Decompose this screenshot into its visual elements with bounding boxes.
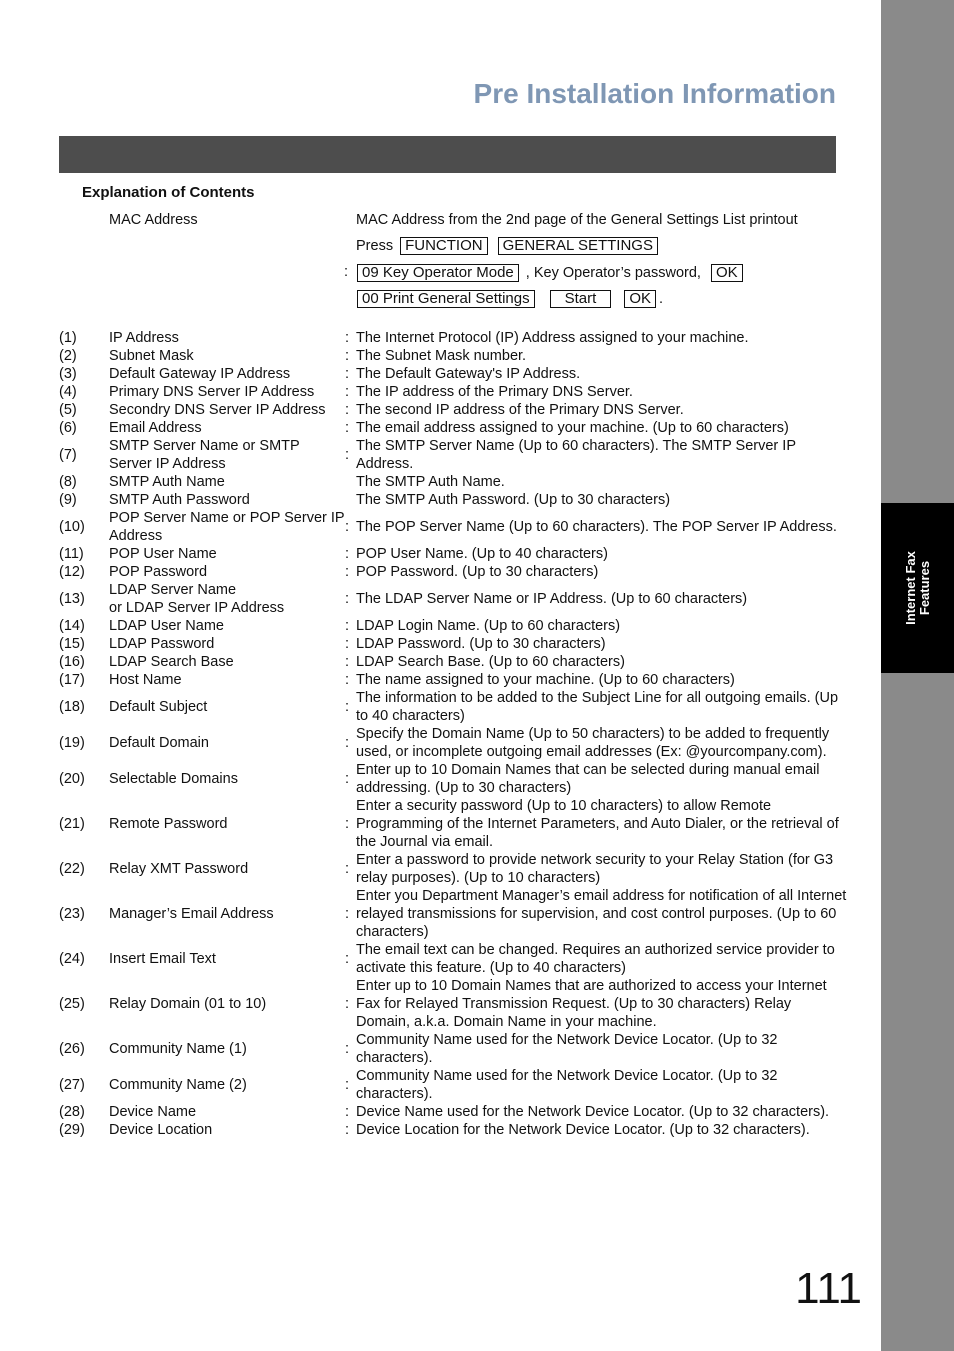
- row-name: Primary DNS Server IP Address: [109, 384, 315, 400]
- row-colon: :: [345, 519, 350, 535]
- row-description: The Subnet Mask number.: [356, 348, 527, 364]
- row-number: (26): [59, 1041, 85, 1057]
- header-bar: [59, 136, 836, 173]
- row-name: POP User Name: [109, 546, 217, 562]
- row-colon: :: [345, 591, 350, 607]
- row-name: Subnet Mask: [109, 348, 194, 364]
- page-number: 111: [795, 1264, 862, 1313]
- row-number: (9): [59, 492, 77, 508]
- row-name: Remote Password: [109, 816, 228, 832]
- row-colon: :: [345, 735, 350, 751]
- mac-step-2: [356, 264, 746, 282]
- row-name: LDAP Server Name or LDAP Server IP Address: [109, 582, 285, 616]
- table-row: [59, 1103, 849, 1121]
- table-row: [59, 545, 849, 563]
- row-name: Community Name (2): [109, 1077, 247, 1093]
- section-heading: Explanation of Contents: [82, 184, 255, 201]
- row-description: Community Name used for the Network Device Locator. (Up to 32 characters).: [356, 1068, 778, 1102]
- row-description: Specify the Domain Name (Up to 50 characters) to be added to frequently used, or incomplete outgoing email addresses (Ex: @yourcompany.com).: [356, 726, 830, 760]
- row-name: SMTP Auth Name: [109, 474, 225, 490]
- row-name: Relay Domain (01 to 10): [109, 996, 267, 1012]
- row-name: Secondry DNS Server IP Address: [109, 402, 326, 418]
- row-name: POP Password: [109, 564, 208, 580]
- row-description: The SMTP Auth Password. (Up to 30 characters): [356, 492, 671, 508]
- row-name: SMTP Server Name or SMTP Server IP Address: [109, 438, 300, 472]
- row-description: POP Password. (Up to 30 characters): [356, 564, 599, 580]
- row-colon: :: [345, 1122, 350, 1138]
- table-row: [59, 671, 849, 689]
- side-tab-internet-fax-features: [881, 503, 954, 673]
- row-name: Relay XMT Password: [109, 861, 249, 877]
- row-colon: :: [345, 771, 350, 787]
- row-number: (24): [59, 951, 85, 967]
- table-row: [59, 473, 849, 491]
- row-name: Community Name (1): [109, 1041, 247, 1057]
- row-description: The email text can be changed. Requires an authorized service provider to activate this feature. (Up to 40 characters): [356, 942, 835, 976]
- side-tab-label: Internet Fax Features: [902, 551, 932, 625]
- row-description: The POP Server Name (Up to 60 characters). The POP Server IP Address.: [356, 519, 837, 535]
- row-number: (3): [59, 366, 77, 382]
- row-number: (25): [59, 996, 85, 1012]
- row-colon: :: [345, 348, 350, 364]
- row-colon: :: [345, 447, 350, 463]
- table-row: [59, 509, 849, 545]
- row-number: (6): [59, 420, 77, 436]
- row-description: The LDAP Server Name or IP Address. (Up to 60 characters): [356, 591, 748, 607]
- row-number: (1): [59, 330, 77, 346]
- row-number: (8): [59, 474, 77, 490]
- row-number: (21): [59, 816, 85, 832]
- row-colon: :: [345, 951, 350, 967]
- table-row: [59, 689, 849, 725]
- row-number: (2): [59, 348, 77, 364]
- row-description: The IP address of the Primary DNS Server.: [356, 384, 633, 400]
- table-row: [59, 437, 849, 473]
- table-row: [59, 977, 849, 1031]
- row-description: Enter up to 10 Domain Names that can be selected during manual email addressing. (Up to 30 characters): [356, 762, 820, 796]
- row-colon: :: [345, 546, 350, 562]
- row-description: LDAP Search Base. (Up to 60 characters): [356, 654, 625, 670]
- row-number: (10): [59, 519, 85, 535]
- table-row: [59, 887, 849, 941]
- row-number: (11): [59, 546, 84, 562]
- row-description: POP User Name. (Up to 40 characters): [356, 546, 608, 562]
- row-colon: :: [345, 1041, 350, 1057]
- row-colon: :: [345, 366, 350, 382]
- table-row: [59, 329, 849, 347]
- row-number: (22): [59, 861, 85, 877]
- table-row: [59, 581, 849, 617]
- table-row: [59, 1067, 849, 1103]
- print-general-settings-key: 00 Print General Settings: [357, 290, 535, 308]
- table-row: [59, 491, 849, 509]
- table-row: [59, 1121, 849, 1139]
- row-name: Default Gateway IP Address: [109, 366, 291, 382]
- row-colon: :: [345, 636, 350, 652]
- row-name: Insert Email Text: [109, 951, 216, 967]
- row-colon: :: [345, 861, 350, 877]
- row-number: (19): [59, 735, 85, 751]
- page-title: Pre Installation Information: [473, 78, 836, 109]
- row-colon: :: [345, 672, 350, 688]
- row-number: (15): [59, 636, 85, 652]
- table-row: [59, 617, 849, 635]
- row-colon: :: [345, 906, 350, 922]
- row-colon: :: [345, 699, 350, 715]
- mac-step-1: [356, 237, 661, 255]
- row-number: (17): [59, 672, 85, 688]
- table-row: [59, 635, 849, 653]
- period: .: [659, 291, 664, 307]
- row-name: SMTP Auth Password: [109, 492, 250, 508]
- row-colon: :: [345, 420, 350, 436]
- row-name: LDAP Search Base: [109, 654, 234, 670]
- password-text: , Key Operator’s password,: [525, 265, 701, 281]
- table-row: [59, 563, 849, 581]
- row-name: Selectable Domains: [109, 771, 238, 787]
- mac-address-label: MAC Address: [109, 212, 198, 228]
- row-number: (13): [59, 591, 85, 607]
- row-colon: :: [345, 402, 350, 418]
- row-description: Enter you Department Manager’s email address for notification of all Internet relayed transmissions for supervision, and cost control purposes. (Up to 60 characters): [356, 888, 847, 940]
- press-label: Press: [356, 238, 394, 254]
- row-name: Manager’s Email Address: [109, 906, 274, 922]
- table-row: [59, 347, 849, 365]
- row-description: Community Name used for the Network Device Locator. (Up to 32 characters).: [356, 1032, 778, 1066]
- row-number: (18): [59, 699, 85, 715]
- row-colon: :: [345, 330, 350, 346]
- row-number: (23): [59, 906, 85, 922]
- mac-step-3: [356, 290, 663, 308]
- start-key: Start: [550, 290, 612, 308]
- row-description: Enter a password to provide network security to your Relay Station (for G3 relay purposes). (Up to 10 characters): [356, 852, 834, 886]
- table-row: [59, 419, 849, 437]
- row-description: Enter up to 10 Domain Names that are authorized to access your Internet Fax for Relayed Transmission Request. (Up to 30 characters) Relay Domain, a.k.a. Domain Name in your machine.: [356, 978, 827, 1030]
- row-name: Email Address: [109, 420, 202, 436]
- row-description: Device Location for the Network Device Locator. (Up to 32 characters).: [356, 1122, 810, 1138]
- mac-address-description: MAC Address from the 2nd page of the General Settings List printout: [356, 212, 798, 228]
- table-row: [59, 725, 849, 761]
- general-settings-key: GENERAL SETTINGS: [498, 237, 658, 255]
- row-name: LDAP User Name: [109, 618, 224, 634]
- row-number: (27): [59, 1077, 85, 1093]
- ok-key-2: OK: [624, 290, 656, 308]
- row-number: (12): [59, 564, 85, 580]
- table-row: [59, 383, 849, 401]
- row-description: The email address assigned to your machine. (Up to 60 characters): [356, 420, 789, 436]
- row-number: (29): [59, 1122, 85, 1138]
- table-row: [59, 797, 849, 851]
- row-colon: :: [345, 816, 350, 832]
- key-operator-mode-key: 09 Key Operator Mode: [357, 264, 519, 282]
- row-description: Enter a security password (Up to 10 characters) to allow Remote Programming of the Internet Parameters, and Auto Dialer, or the retrieval of the Journal via email.: [356, 798, 839, 850]
- row-colon: :: [345, 384, 350, 400]
- table-row: [59, 941, 849, 977]
- row-number: (5): [59, 402, 77, 418]
- table-row: [59, 1031, 849, 1067]
- row-description: The name assigned to your machine. (Up to 60 characters): [356, 672, 735, 688]
- row-colon: :: [345, 996, 350, 1012]
- row-description: The information to be added to the Subject Line for all outgoing emails. (Up to 40 characters): [356, 690, 839, 724]
- row-name: POP Server Name or POP Server IP Address: [109, 510, 345, 544]
- row-number: (20): [59, 771, 85, 787]
- side-strip: [881, 0, 954, 1351]
- row-name: IP Address: [109, 330, 179, 346]
- table-row: [59, 653, 849, 671]
- row-name: Host Name: [109, 672, 182, 688]
- row-description: The Default Gateway's IP Address.: [356, 366, 581, 382]
- row-colon: :: [345, 1104, 350, 1120]
- table-row: [59, 401, 849, 419]
- row-colon: :: [345, 618, 350, 634]
- row-name: Default Domain: [109, 735, 209, 751]
- row-number: (14): [59, 618, 85, 634]
- settings-list: [59, 329, 849, 1139]
- row-description: LDAP Password. (Up to 30 characters): [356, 636, 606, 652]
- row-number: (7): [59, 447, 77, 463]
- ok-key: OK: [711, 264, 743, 282]
- mac-colon: :: [344, 264, 349, 280]
- table-row: [59, 365, 849, 383]
- row-number: (4): [59, 384, 77, 400]
- function-key: FUNCTION: [400, 237, 488, 255]
- row-description: The SMTP Auth Name.: [356, 474, 505, 490]
- row-name: Device Location: [109, 1122, 213, 1138]
- row-description: LDAP Login Name. (Up to 60 characters): [356, 618, 621, 634]
- row-name: Default Subject: [109, 699, 208, 715]
- table-row: [59, 851, 849, 887]
- table-row: [59, 761, 849, 797]
- row-description: The Internet Protocol (IP) Address assigned to your machine.: [356, 330, 749, 346]
- row-description: Device Name used for the Network Device Locator. (Up to 32 characters).: [356, 1104, 830, 1120]
- row-name: LDAP Password: [109, 636, 215, 652]
- row-description: The second IP address of the Primary DNS Server.: [356, 402, 684, 418]
- row-name: Device Name: [109, 1104, 197, 1120]
- row-description: The SMTP Server Name (Up to 60 characters). The SMTP Server IP Address.: [356, 438, 796, 472]
- row-colon: :: [345, 1077, 350, 1093]
- row-number: (16): [59, 654, 85, 670]
- row-colon: :: [345, 564, 350, 580]
- row-colon: :: [345, 654, 350, 670]
- row-number: (28): [59, 1104, 85, 1120]
